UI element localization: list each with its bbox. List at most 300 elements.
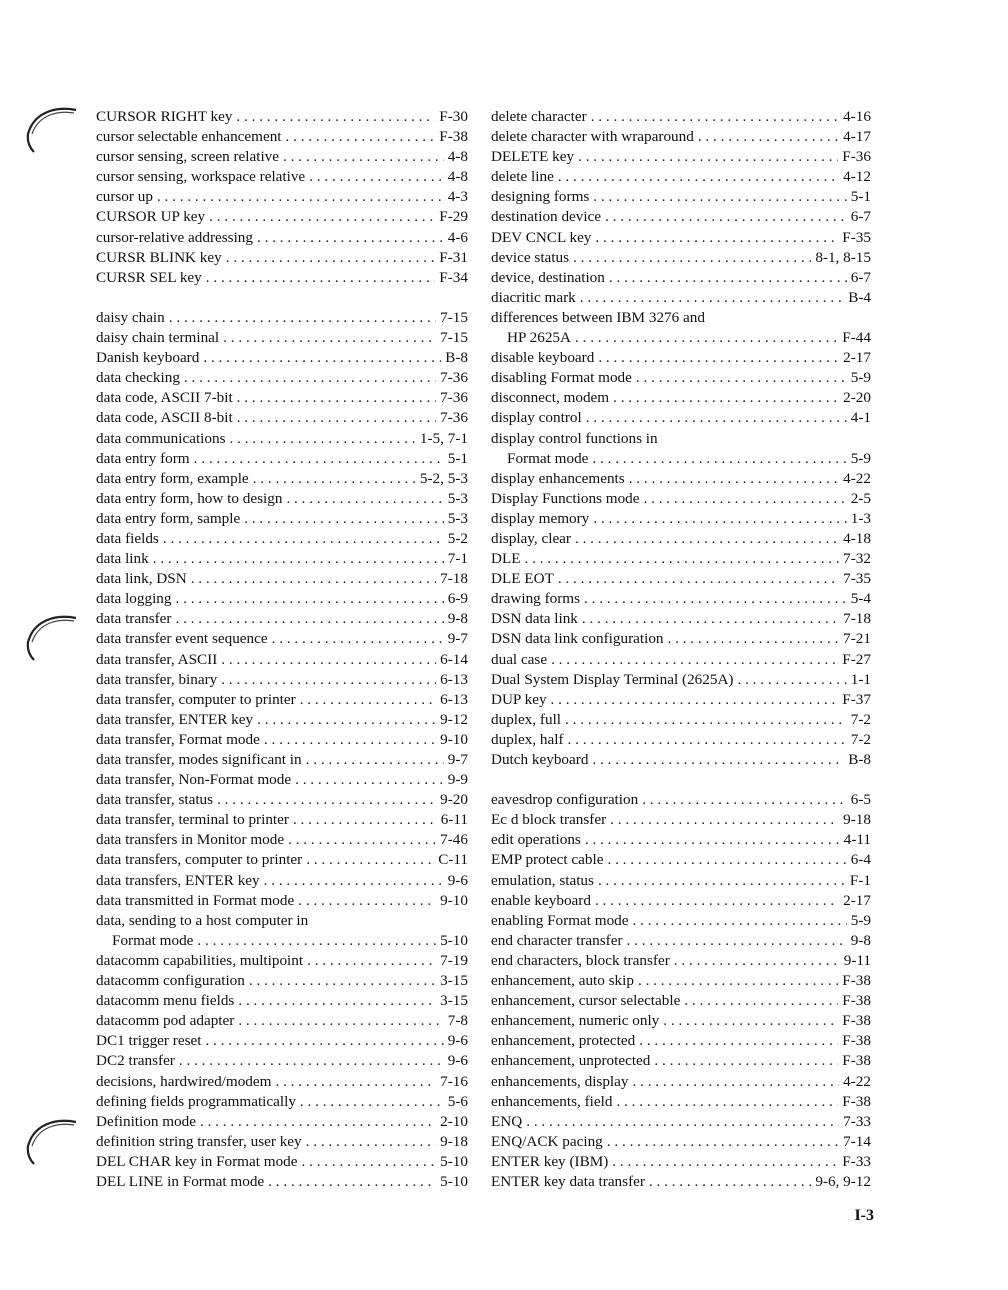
index-entry xyxy=(491,569,871,589)
index-term: differences between IBM 3276 and xyxy=(491,308,705,326)
index-term: data communications xyxy=(96,429,226,447)
index-page-ref: 5-2, 5-3 xyxy=(419,469,468,487)
index-term: data entry form xyxy=(96,449,190,467)
dot-leader xyxy=(238,991,436,1011)
index-page-ref: 9-6 xyxy=(447,1052,468,1070)
index-term: device, destination xyxy=(491,268,605,286)
dot-leader xyxy=(163,529,444,549)
index-entry xyxy=(96,931,468,951)
index-entry xyxy=(96,850,468,870)
dot-leader xyxy=(153,549,444,569)
index-entry xyxy=(491,871,871,891)
dot-leader xyxy=(654,1051,838,1071)
index-term: definition string transfer, user key xyxy=(96,1132,302,1150)
index-page-ref: B-8 xyxy=(848,751,871,768)
index-page-ref: 2-17 xyxy=(843,891,871,909)
index-entry xyxy=(491,429,871,449)
dot-leader xyxy=(526,1112,839,1132)
dot-leader xyxy=(283,147,444,167)
dot-leader xyxy=(237,408,436,428)
index-page-ref: 7-1 xyxy=(447,550,468,568)
index-entry xyxy=(96,1011,468,1031)
index-page-ref: 9-8 xyxy=(447,610,468,628)
index-term: cursor up xyxy=(96,188,153,206)
index-page-ref: F-38 xyxy=(842,992,871,1010)
index-entry xyxy=(96,1031,468,1051)
index-entry xyxy=(491,228,871,248)
index-entry xyxy=(491,830,871,850)
index-entry xyxy=(96,790,468,810)
dot-leader xyxy=(607,1132,839,1152)
index-page-ref: 5-9 xyxy=(850,911,871,929)
index-page-ref: 4-3 xyxy=(447,188,468,206)
index-entry xyxy=(96,248,468,268)
index-page-ref: 3-15 xyxy=(440,972,468,990)
index-term: delete character xyxy=(491,108,587,125)
index-page-ref: F-35 xyxy=(842,228,871,246)
index-term: Format mode xyxy=(507,449,589,467)
dot-leader xyxy=(586,408,847,428)
index-page-ref: 4-8 xyxy=(447,148,468,166)
dot-leader xyxy=(609,268,847,288)
dot-leader xyxy=(663,1011,838,1031)
dot-leader xyxy=(286,127,436,147)
dot-leader xyxy=(575,529,839,549)
index-page-ref: 9-18 xyxy=(440,1132,468,1150)
index-page-ref: 4-22 xyxy=(843,469,871,487)
dot-leader xyxy=(593,187,846,207)
index-column-right xyxy=(491,107,871,1192)
index-term: enable keyboard xyxy=(491,891,591,909)
index-entry xyxy=(491,710,871,730)
dot-leader xyxy=(309,167,444,187)
dot-leader xyxy=(568,730,847,750)
index-term: CURSR BLINK key xyxy=(96,248,222,266)
index-entry xyxy=(96,308,468,328)
dot-leader xyxy=(558,569,839,589)
index-entry xyxy=(96,529,468,549)
index-page-ref: 7-15 xyxy=(440,308,468,326)
index-page-ref: 6-11 xyxy=(440,811,468,829)
index-entry xyxy=(96,951,468,971)
index-page-ref: F-37 xyxy=(842,690,871,708)
index-entry xyxy=(96,187,468,207)
index-entry xyxy=(96,268,468,288)
index-term: display enhancements xyxy=(491,469,625,487)
index-page-ref: 7-18 xyxy=(843,610,871,628)
index-term: data transfer, computer to printer xyxy=(96,690,296,708)
dot-leader xyxy=(585,830,840,850)
binder-hole-mark-bottom xyxy=(26,1116,78,1168)
index-term: data link xyxy=(96,550,149,568)
index-entry xyxy=(491,790,871,810)
index-page-ref: 5-1 xyxy=(850,188,871,206)
index-entry xyxy=(491,489,871,509)
index-term: Danish keyboard xyxy=(96,349,200,367)
index-entry xyxy=(491,167,871,187)
dot-leader xyxy=(298,891,436,911)
index-term: HP 2625A xyxy=(507,329,571,347)
index-term: data transfer, binary xyxy=(96,670,218,688)
index-entry xyxy=(491,408,871,428)
index-entry xyxy=(491,911,871,931)
index-entry xyxy=(491,730,871,750)
index-term: DLE xyxy=(491,550,521,568)
index-entry xyxy=(96,167,468,187)
dot-leader xyxy=(206,268,436,288)
dot-leader xyxy=(633,911,847,931)
index-term: datacomm menu fields xyxy=(96,992,235,1010)
index-entry xyxy=(491,850,871,870)
index-term: data logging xyxy=(96,590,172,608)
index-term: Display Functions mode xyxy=(491,489,640,507)
index-page-ref: 4-8 xyxy=(447,168,468,186)
index-page-ref: 4-11 xyxy=(843,831,871,849)
dot-leader xyxy=(300,690,436,710)
index-term: cursor sensing, workspace relative xyxy=(96,168,306,186)
index-page-ref: 9-9 xyxy=(447,771,468,789)
binder-hole-mark-middle xyxy=(26,612,78,664)
dot-leader xyxy=(684,991,838,1011)
index-term: CURSOR RIGHT key xyxy=(96,108,233,125)
index-page-ref: 7-33 xyxy=(843,1112,871,1130)
index-page-ref: 6-7 xyxy=(850,208,871,226)
dot-leader xyxy=(674,951,840,971)
index-page-ref: F-30 xyxy=(439,108,468,125)
index-entry xyxy=(491,187,871,207)
index-entry xyxy=(491,609,871,629)
index-term: display memory xyxy=(491,509,590,527)
index-term: data transfers, ENTER key xyxy=(96,871,260,889)
dot-leader xyxy=(237,388,436,408)
index-page-ref: 5-10 xyxy=(440,931,468,949)
index-page-ref: 7-2 xyxy=(850,710,871,728)
index-entry xyxy=(491,951,871,971)
dot-leader xyxy=(306,850,434,870)
index-term: data entry form, example xyxy=(96,469,249,487)
index-entry xyxy=(491,368,871,388)
index-term: cursor selectable enhancement xyxy=(96,128,282,146)
index-page-ref: 7-32 xyxy=(843,550,871,568)
index-term: DSN data link xyxy=(491,610,578,628)
dot-leader xyxy=(551,650,838,670)
dot-leader xyxy=(306,750,444,770)
index-entry xyxy=(96,690,468,710)
dot-leader xyxy=(221,650,436,670)
dot-leader xyxy=(306,1132,437,1152)
index-term: enhancement, unprotected xyxy=(491,1052,651,1070)
index-term: disabling Format mode xyxy=(491,369,632,387)
index-term: EMP protect cable xyxy=(491,851,604,869)
index-page-ref: 6-14 xyxy=(440,650,468,668)
index-page-ref: 4-17 xyxy=(843,128,871,146)
dot-leader xyxy=(244,509,444,529)
index-term: CURSOR UP key xyxy=(96,208,206,226)
index-entry xyxy=(96,228,468,248)
section-gap xyxy=(491,770,871,790)
index-page-ref: F-1 xyxy=(849,871,871,889)
dot-leader xyxy=(595,891,839,911)
index-term: DC2 transfer xyxy=(96,1052,175,1070)
index-page-ref: 9-6, 9-12 xyxy=(815,1172,871,1190)
index-page-ref: F-33 xyxy=(842,1152,871,1170)
index-page-ref: F-27 xyxy=(842,650,871,668)
index-entry xyxy=(491,690,871,710)
section-gap xyxy=(96,288,468,308)
index-page-ref: 6-5 xyxy=(850,791,871,809)
dot-leader xyxy=(610,810,839,830)
dot-leader xyxy=(593,509,846,529)
index-term: ENTER key (IBM) xyxy=(491,1152,609,1170)
index-page-ref: 9-12 xyxy=(440,710,468,728)
index-entry xyxy=(491,891,871,911)
index-entry xyxy=(491,348,871,368)
index-entry xyxy=(491,1172,871,1192)
index-page-ref: 5-10 xyxy=(440,1172,468,1190)
index-term: data transfer, Format mode xyxy=(96,730,260,748)
index-page-ref: 9-7 xyxy=(447,630,468,648)
index-entry xyxy=(491,1072,871,1092)
index-page-ref: B-8 xyxy=(445,349,468,367)
index-entry xyxy=(96,1152,468,1172)
index-entry xyxy=(96,710,468,730)
index-term: Dual System Display Terminal (2625A) xyxy=(491,670,734,688)
dot-leader xyxy=(737,670,846,690)
index-term: end character transfer xyxy=(491,931,623,949)
index-term: daisy chain xyxy=(96,308,165,326)
index-term: data transfer, ENTER key xyxy=(96,710,254,728)
index-page-ref: 7-19 xyxy=(440,951,468,969)
dot-leader xyxy=(295,770,444,790)
index-page-ref: 7-2 xyxy=(850,730,871,748)
dot-leader xyxy=(257,710,436,730)
index-entry xyxy=(491,1152,871,1172)
dot-leader xyxy=(605,207,847,227)
dot-leader xyxy=(644,489,847,509)
index-page-ref: 5-9 xyxy=(850,369,871,387)
index-entry xyxy=(96,207,468,227)
dot-leader xyxy=(584,589,847,609)
index-term: diacritic mark xyxy=(491,288,576,306)
dot-leader xyxy=(205,1031,443,1051)
index-entry xyxy=(96,408,468,428)
index-entry xyxy=(96,469,468,489)
index-term: eavesdrop configuration xyxy=(491,791,639,809)
index-page-ref: F-38 xyxy=(842,972,871,990)
index-entry xyxy=(491,1092,871,1112)
dot-leader xyxy=(698,127,839,147)
binder-hole-mark-top xyxy=(26,104,78,156)
dot-leader xyxy=(636,368,847,388)
index-term: disconnect, modem xyxy=(491,389,610,407)
index-term: dual case xyxy=(491,650,548,668)
index-entry xyxy=(96,348,468,368)
index-entry xyxy=(491,288,871,308)
dot-leader xyxy=(582,609,839,629)
dot-leader xyxy=(272,629,444,649)
index-entry xyxy=(96,1172,468,1192)
index-entry xyxy=(491,529,871,549)
index-entry xyxy=(96,670,468,690)
dot-leader xyxy=(229,429,415,449)
dot-leader xyxy=(580,288,844,308)
dot-leader xyxy=(595,228,838,248)
index-term: DEL LINE in Format mode xyxy=(96,1172,265,1190)
index-page-ref: 7-35 xyxy=(843,570,871,588)
dot-leader xyxy=(592,449,846,469)
index-page-ref: F-38 xyxy=(842,1032,871,1050)
dot-leader xyxy=(179,1051,444,1071)
index-page-ref: 4-12 xyxy=(843,168,871,186)
index-page-ref: 5-2 xyxy=(447,529,468,547)
index-term: enhancements, field xyxy=(491,1092,613,1110)
index-entry xyxy=(96,449,468,469)
index-term: data transfer, ASCII xyxy=(96,650,218,668)
dot-leader xyxy=(275,1072,436,1092)
index-term: data code, ASCII 7-bit xyxy=(96,389,233,407)
dot-leader xyxy=(592,750,844,770)
index-page-ref: 7-36 xyxy=(440,409,468,427)
index-entry xyxy=(96,770,468,790)
dot-leader xyxy=(286,489,443,509)
index-term: Format mode xyxy=(112,931,194,949)
dot-leader xyxy=(612,1152,838,1172)
dot-leader xyxy=(578,147,838,167)
index-entry xyxy=(491,449,871,469)
page-number: I-3 xyxy=(854,1207,874,1224)
dot-leader xyxy=(197,931,436,951)
index-page-ref: 9-11 xyxy=(843,951,871,969)
index-entry xyxy=(491,308,871,328)
dot-leader xyxy=(598,348,839,368)
index-entry xyxy=(491,549,871,569)
dot-leader xyxy=(268,1172,436,1192)
index-entry xyxy=(96,328,468,348)
index-page-ref: B-4 xyxy=(848,288,871,306)
index-entry xyxy=(491,750,871,770)
index-term: data transfer, status xyxy=(96,791,214,809)
dot-leader xyxy=(558,167,839,187)
dot-leader xyxy=(565,710,847,730)
index-entry xyxy=(96,589,468,609)
dot-leader xyxy=(613,388,839,408)
dot-leader xyxy=(200,1112,436,1132)
index-entry xyxy=(96,730,468,750)
index-term: DC1 trigger reset xyxy=(96,1032,202,1050)
dot-leader xyxy=(238,1011,443,1031)
index-entry xyxy=(491,650,871,670)
index-page-ref: 5-6 xyxy=(447,1092,468,1110)
dot-leader xyxy=(307,951,436,971)
index-term: DEL CHAR key in Format mode xyxy=(96,1152,298,1170)
index-term: data transfer xyxy=(96,610,172,628)
index-term: data entry form, sample xyxy=(96,509,241,527)
index-page-ref: 7-36 xyxy=(440,369,468,387)
index-entry xyxy=(96,489,468,509)
index-column-left xyxy=(96,107,468,1192)
index-term: enhancement, numeric only xyxy=(491,1012,660,1030)
index-entry xyxy=(491,931,871,951)
index-entry xyxy=(96,871,468,891)
index-entry xyxy=(491,589,871,609)
index-page-ref: 9-20 xyxy=(440,791,468,809)
dot-leader xyxy=(191,569,436,589)
index-term: edit operations xyxy=(491,831,581,849)
index-page-ref: 4-1 xyxy=(850,409,871,427)
dot-leader xyxy=(638,971,838,991)
index-term: enhancement, cursor selectable xyxy=(491,992,681,1010)
index-term: data entry form, how to design xyxy=(96,489,283,507)
dot-leader xyxy=(288,830,436,850)
index-term: data transfers, computer to printer xyxy=(96,851,303,869)
index-entry xyxy=(491,107,871,127)
index-entry xyxy=(491,388,871,408)
index-page-ref: F-36 xyxy=(842,148,871,166)
dot-leader xyxy=(525,549,840,569)
index-term: cursor sensing, screen relative xyxy=(96,148,280,166)
index-entry xyxy=(491,1132,871,1152)
dot-leader xyxy=(629,469,839,489)
index-term: enhancement, protected xyxy=(491,1032,636,1050)
index-page-ref: 4-6 xyxy=(447,228,468,246)
index-term: data transfers in Monitor mode xyxy=(96,831,285,849)
dot-leader xyxy=(226,248,436,268)
index-term: data transmitted in Format mode xyxy=(96,891,295,909)
index-page-ref: 5-1 xyxy=(447,449,468,467)
index-term: end characters, block transfer xyxy=(491,951,670,969)
index-entry xyxy=(491,469,871,489)
index-page-ref: 5-9 xyxy=(850,449,871,467)
index-entry xyxy=(96,1072,468,1092)
index-entry xyxy=(96,147,468,167)
index-term: CURSR SEL key xyxy=(96,268,202,286)
index-page-ref: 2-5 xyxy=(850,489,871,507)
index-term: datacomm pod adapter xyxy=(96,1012,235,1030)
index-entry xyxy=(491,207,871,227)
dot-leader xyxy=(249,971,436,991)
index-page-ref: 9-7 xyxy=(447,751,468,768)
dot-leader xyxy=(607,850,846,870)
index-page-ref: 1-5, 7-1 xyxy=(419,429,468,447)
index-page-ref: 6-13 xyxy=(440,670,468,688)
dot-leader xyxy=(175,609,443,629)
index-page-ref: 7-21 xyxy=(843,630,871,648)
dot-leader xyxy=(253,469,416,489)
index-entry xyxy=(491,670,871,690)
index-term: destination device xyxy=(491,208,602,226)
dot-leader xyxy=(169,308,436,328)
index-page-ref: 2-17 xyxy=(843,349,871,367)
dot-leader xyxy=(575,328,838,348)
index-page-ref: 9-8 xyxy=(850,931,871,949)
index-page-ref: 7-16 xyxy=(440,1072,468,1090)
index-page-ref: 9-6 xyxy=(447,871,468,889)
index-page-ref: 7-8 xyxy=(447,1012,468,1030)
index-entry xyxy=(491,971,871,991)
dot-leader xyxy=(236,107,435,127)
index-entry xyxy=(96,991,468,1011)
index-term: data code, ASCII 8-bit xyxy=(96,409,233,427)
index-term: datacomm configuration xyxy=(96,972,245,990)
dot-leader xyxy=(598,871,846,891)
index-term: Ec d block transfer xyxy=(491,811,607,829)
index-entry xyxy=(491,810,871,830)
dot-leader xyxy=(223,328,436,348)
index-term: datacomm capabilities, multipoint xyxy=(96,951,304,969)
index-entry xyxy=(491,991,871,1011)
index-entry xyxy=(491,1051,871,1071)
dot-leader xyxy=(668,629,840,649)
